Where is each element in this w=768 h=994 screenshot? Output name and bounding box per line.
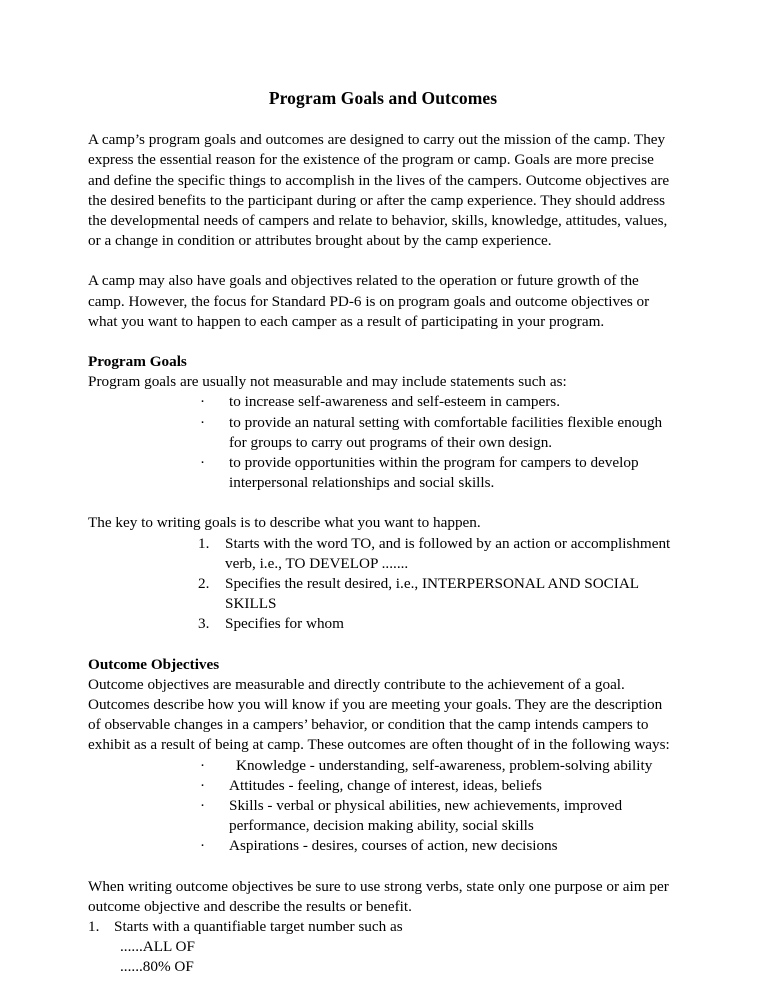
outcome-objectives-section (88, 655, 678, 857)
spacer (88, 493, 678, 513)
list-item-text: Specifies the result desired, i.e., INTERPERSONAL AND SOCIAL SKILLS (225, 574, 639, 613)
list-item-text: Attitudes - feeling, change of interest, ideas, beliefs (229, 776, 542, 794)
middot-bullet-icon: · (200, 797, 206, 815)
closing-sub-line-1: ......ALL OF (120, 938, 195, 956)
list-item (88, 574, 678, 614)
list-item (88, 392, 678, 412)
program-goals-lead: Program goals are usually not measurable and may include statements such as: (88, 373, 567, 391)
program-goals-heading: Program Goals (88, 352, 187, 370)
closing-section (88, 877, 678, 978)
middot-bullet-icon: · (200, 756, 206, 774)
list-item-number: 3. (198, 615, 210, 633)
closing-numbered-list (88, 917, 678, 937)
list-item-text: to provide opportunities within the program for campers to develop interpersonal relationships and social skills. (229, 453, 639, 492)
list-item-text: Starts with the word TO, and is followed by an action or accomplishment verb, i.e., TO DEVELOP ....... (225, 534, 671, 572)
list-item (88, 413, 678, 453)
outcome-objectives-lead: Outcome objectives are measurable and directly contribute to the achievement of a goal. Outcomes describe how you will know if you are meeting your goals. They are the description of observable changes in a campers’ behavior, or condition that the camp intends campers to exhibit as a result of being at camp. These outcomes are often thought of in the following ways: (88, 675, 670, 754)
intro-paragraph-1: A camp’s program goals and outcomes are designed to carry out the mission of the camp. They express the essential reason for the existence of the program or camp. Goals are more precise and define the specific things to accomplish in the lives of the campers. Outcome objectives are the desired benefits to the participant during or after the camp experience. They should address the developmental needs of campers and relate to behavior, skills, knowledge, attitudes, values, or a change in condition or attributes brought about by the camp experience. (88, 131, 670, 250)
middot-bullet-icon: · (200, 453, 206, 471)
list-item-text: Knowledge - understanding, self-awareness, problem-solving ability (236, 756, 653, 774)
list-item-number: 1. (198, 534, 210, 552)
list-item (88, 836, 678, 856)
list-item (88, 756, 678, 776)
list-item-number: 2. (198, 574, 210, 592)
list-item (88, 534, 678, 574)
spacer (88, 857, 678, 877)
program-goals-section (88, 352, 678, 493)
spacer (88, 635, 678, 655)
list-item (88, 614, 678, 634)
middot-bullet-icon: · (200, 393, 206, 411)
middot-bullet-icon: · (200, 776, 206, 794)
intro-paragraph-2: A camp may also have goals and objectives related to the operation or future growth of the camp. However, the focus for Standard PD-6 is on program goals and outcome objectives or what you want to happen to each camper as a result of participating in your program. (88, 272, 650, 330)
outcome-objectives-heading: Outcome Objectives (88, 655, 220, 673)
closing-lead: When writing outcome objectives be sure to use strong verbs, state only one purpose or aim per outcome objective and describe the results or benefit. (88, 877, 669, 915)
list-item (88, 917, 678, 937)
list-item-number: 1. (88, 918, 100, 936)
middot-bullet-icon: · (200, 413, 206, 431)
page-title: Program Goals and Outcomes (268, 88, 498, 108)
key-to-writing-numbered-list (88, 534, 678, 635)
list-item-text: Starts with a quantifiable target number such as (114, 918, 403, 936)
key-to-writing-section (88, 513, 678, 634)
list-item (88, 776, 678, 796)
outcome-objectives-bullet-list (88, 756, 678, 857)
list-item-text: Skills - verbal or physical abilities, new achievements, improved performance, decision making ability, social skills (229, 797, 623, 835)
key-to-writing-lead: The key to writing goals is to describe what you want to happen. (88, 514, 481, 532)
closing-sub-line-2: ......80% OF (120, 958, 194, 976)
list-item-text: to provide an natural setting with comfortable facilities flexible enough for groups to carry out programs of their own design. (229, 413, 663, 451)
list-item-text: Specifies for whom (225, 615, 344, 633)
program-goals-bullet-list (88, 392, 678, 493)
list-item (88, 453, 678, 493)
middot-bullet-icon: · (200, 837, 206, 855)
list-item (88, 796, 678, 836)
list-item-text: Aspirations - desires, courses of action, new decisions (229, 837, 558, 855)
list-item-text: to increase self-awareness and self-esteem in campers. (229, 393, 561, 411)
